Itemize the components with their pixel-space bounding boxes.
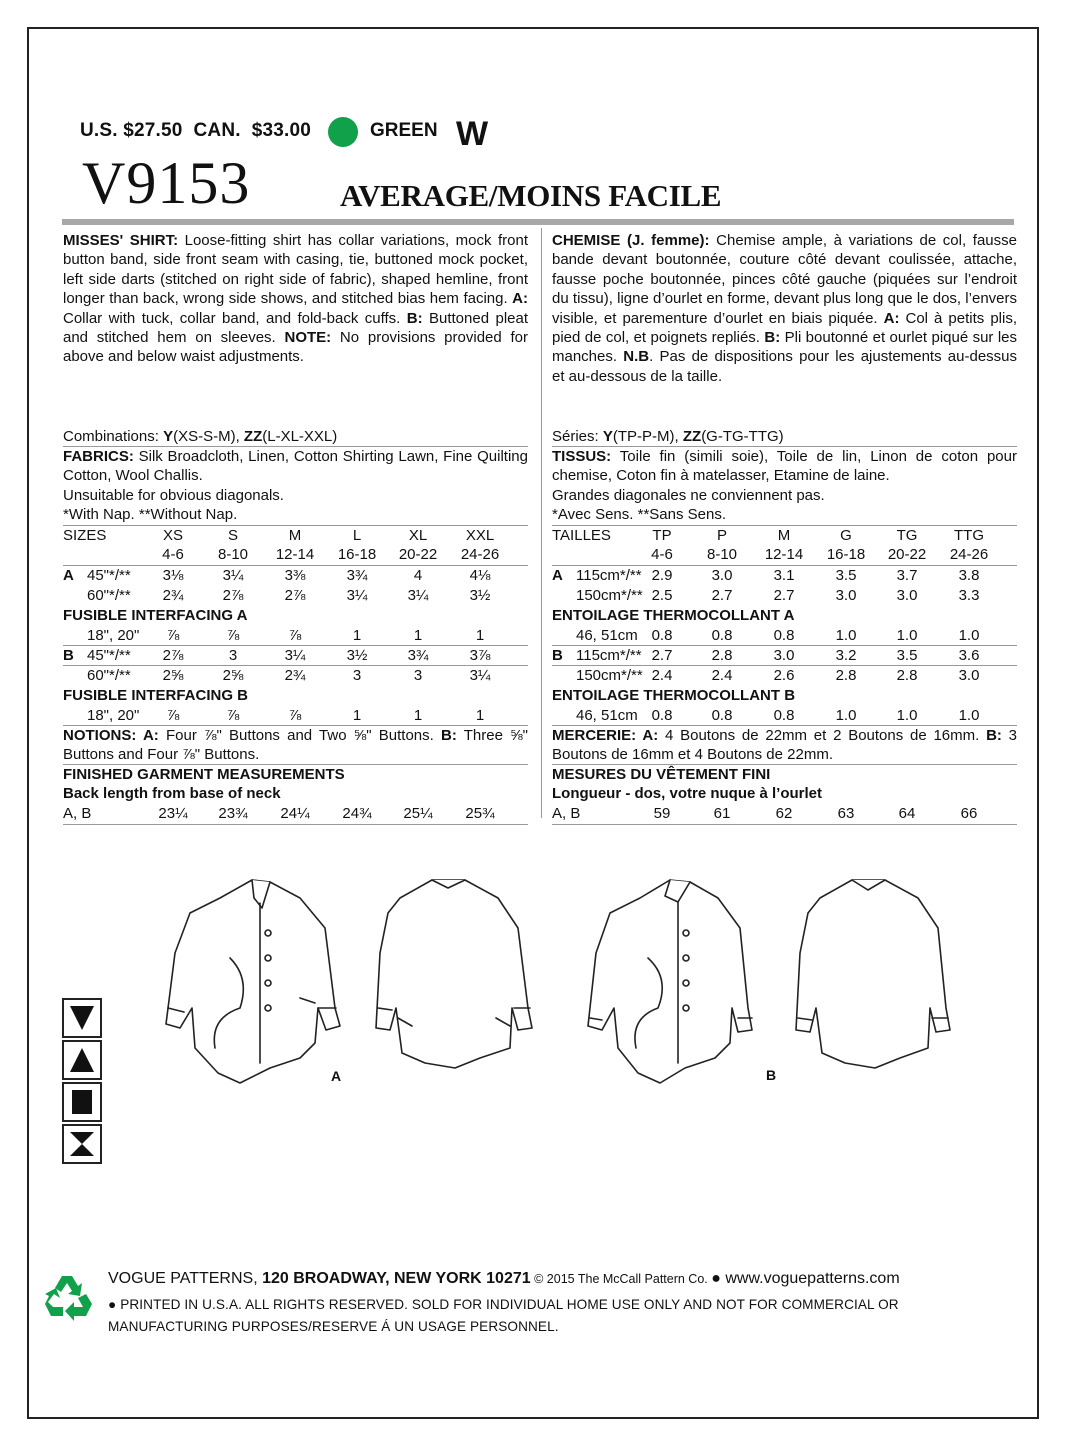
table-label: A bbox=[552, 566, 563, 584]
en-description: MISSES' SHIRT: Loose-fitting shirt has collar variations, mock front button band, side front seam with casing, tie, buttoned mock pocket, left side darts (stitched on right side of fabric), shaped hemline, front longer than back, wrong side shows, and stitched bias hem facing. A: Collar with tuck, collar band, and fold-back cuffs. B: Buttoned pleat and stitched hem on sleeves. NOTE: No provisions provided for above and below waist adjustments. bbox=[63, 232, 529, 366]
table-cell: 12-14 bbox=[275, 545, 315, 563]
table-cell: 2.7 bbox=[651, 646, 673, 664]
table-cell: 3.0 bbox=[835, 586, 857, 604]
front-view-a bbox=[166, 880, 340, 1083]
table-label: FUSIBLE INTERFACING B bbox=[63, 686, 249, 704]
table-label: A, B bbox=[63, 805, 92, 823]
table-rule bbox=[552, 824, 1017, 825]
table-cell: ⅞ bbox=[166, 626, 180, 644]
table-label: SIZES bbox=[63, 526, 107, 544]
table-cell: 0.8 bbox=[651, 706, 673, 724]
table-cell: ⅞ bbox=[226, 706, 240, 724]
table-cell: 25¾ bbox=[465, 805, 495, 823]
table-cell: 3¼ bbox=[407, 586, 429, 604]
table-cell: 2.4 bbox=[651, 666, 673, 684]
table-cell: 63 bbox=[837, 805, 855, 823]
table-cell: 1.0 bbox=[896, 626, 918, 644]
table-label: ENTOILAGE THERMOCOLLANT B bbox=[552, 686, 796, 704]
table-cell: TG bbox=[896, 526, 918, 544]
w-code: W bbox=[456, 115, 489, 153]
table-cell: 3.1 bbox=[773, 566, 795, 584]
difficulty: AVERAGE/MOINS FACILE bbox=[340, 178, 722, 213]
table-cell: 59 bbox=[653, 805, 671, 823]
table-cell: 2.8 bbox=[835, 666, 857, 684]
table-cell: 16-18 bbox=[337, 545, 377, 563]
table-cell: 64 bbox=[898, 805, 916, 823]
table-cell: 3 bbox=[352, 666, 362, 684]
table-cell: 16-18 bbox=[826, 545, 866, 563]
view-a-label: A bbox=[331, 1068, 342, 1084]
section-header-row bbox=[552, 606, 1017, 625]
table-cell: 4-6 bbox=[651, 545, 673, 563]
table-cell: 1 bbox=[352, 626, 362, 644]
table-label: A bbox=[63, 566, 74, 584]
table-cell: 2⅞ bbox=[222, 586, 244, 604]
yardage-row bbox=[63, 586, 528, 605]
table-cell: 1.0 bbox=[958, 626, 980, 644]
table-cell: 3.0 bbox=[958, 666, 980, 684]
table-cell: 3⅜ bbox=[284, 566, 306, 584]
table-cell: 0.8 bbox=[773, 626, 795, 644]
table-cell: 23¼ bbox=[158, 805, 188, 823]
table-cell: TP bbox=[652, 526, 672, 544]
finished-header-row bbox=[552, 765, 1017, 784]
table-cell: 8-10 bbox=[706, 545, 738, 563]
table-cell: 0.8 bbox=[711, 706, 733, 724]
view-b-label: B bbox=[766, 1067, 777, 1083]
table-cell: 3¾ bbox=[407, 646, 429, 664]
table-cell: 24-26 bbox=[949, 545, 989, 563]
table-rule bbox=[63, 824, 528, 825]
table-label: ENTOILAGE THERMOCOLLANT A bbox=[552, 606, 795, 624]
sizes-header-row bbox=[552, 526, 1017, 545]
table-cell: 20-22 bbox=[398, 545, 438, 563]
table-label: 150cm*/** bbox=[576, 666, 643, 684]
color-dot bbox=[328, 117, 358, 147]
table-cell: 3¼ bbox=[469, 666, 491, 684]
table-label: 60"*/** bbox=[87, 666, 131, 684]
table-cell: 24¼ bbox=[280, 805, 310, 823]
table-cell: 24-26 bbox=[460, 545, 500, 563]
table-cell: 1.0 bbox=[835, 626, 857, 644]
table-cell: 4 bbox=[413, 566, 423, 584]
pattern-number: V9153 bbox=[82, 150, 251, 216]
table-cell: 66 bbox=[960, 805, 978, 823]
yardage-row bbox=[552, 586, 1017, 605]
table-cell: M bbox=[288, 526, 302, 544]
table-cell: 3.5 bbox=[835, 566, 857, 584]
table-cell: 3 bbox=[228, 646, 238, 664]
table-cell: 2¾ bbox=[162, 586, 184, 604]
symbol-down-triangle bbox=[62, 998, 102, 1038]
table-cell: 3.0 bbox=[711, 566, 733, 584]
table-label: B bbox=[552, 646, 563, 664]
table-cell: L bbox=[352, 526, 362, 544]
footer-rights: ● PRINTED IN U.S.A. ALL RIGHTS RESERVED. SOLD FOR INDIVIDUAL HOME USE ONLY AND NOT FOR COMMERCIAL OR MANUFACTURING PURPOSES/RESERVE Á UN USAGE PERSONNEL. bbox=[108, 1297, 899, 1334]
back-length-row bbox=[63, 784, 528, 803]
yardage-row bbox=[63, 646, 528, 665]
yardage-row bbox=[63, 566, 528, 585]
table-cell: 2.7 bbox=[711, 586, 733, 604]
table-cell: 1 bbox=[475, 626, 485, 644]
yardage-row bbox=[552, 646, 1017, 665]
price: U.S. $27.50 CAN. $33.00 bbox=[80, 120, 312, 141]
table-cell: 3.6 bbox=[958, 646, 980, 664]
recycle-icon bbox=[44, 1272, 96, 1322]
table-label: A, B bbox=[552, 805, 581, 823]
table-label: MESURES DU VÊTEMENT FINI bbox=[552, 766, 771, 784]
fabrics: TISSUS: Toile fin (simili soie), Toile de lin, Linon de coton pour chemise, Coton fin à matelasser, Etamine de laine. Grandes diagonales ne conviennent pas. *Avec Sens. **Sans Sens. bbox=[552, 448, 1017, 524]
table-label: 60"*/** bbox=[87, 586, 131, 604]
table-label: Back length from base of neck bbox=[63, 785, 281, 803]
table-cell: 62 bbox=[775, 805, 793, 823]
table-cell: 3.3 bbox=[958, 586, 980, 604]
table-cell: 2.6 bbox=[773, 666, 795, 684]
yardage-row bbox=[552, 566, 1017, 585]
table-cell: 0.8 bbox=[711, 626, 733, 644]
table-cell: 2.5 bbox=[651, 586, 673, 604]
combinations: Séries: Y(TP-P-M), ZZ(G-TG-TTG) bbox=[552, 428, 784, 445]
header-rule bbox=[62, 219, 1014, 225]
table-cell: 4-6 bbox=[162, 545, 184, 563]
combinations-row bbox=[63, 427, 528, 446]
combinations-row bbox=[552, 427, 1017, 446]
table-cell: 2.7 bbox=[773, 586, 795, 604]
table-label: 115cm*/** bbox=[576, 646, 642, 664]
table-label: TAILLES bbox=[552, 526, 611, 544]
yardage-row bbox=[63, 626, 528, 645]
yardage-row bbox=[552, 666, 1017, 685]
sizes-header-row bbox=[63, 526, 528, 545]
notions: NOTIONS: A: Four ⅞" Buttons and Two ⅝" Buttons. B: Three ⅝" Buttons and Four ⅞" Buttons. bbox=[63, 726, 528, 763]
table-label: B bbox=[63, 646, 74, 664]
table-cell: 1.0 bbox=[896, 706, 918, 724]
front-view-b bbox=[588, 880, 752, 1083]
table-label: 150cm*/** bbox=[576, 586, 643, 604]
garment-illustrations bbox=[140, 858, 1020, 1088]
table-label: 45"*/** bbox=[87, 646, 131, 664]
table-cell: 2⅝ bbox=[162, 666, 184, 684]
table-label: 46, 51cm bbox=[576, 706, 638, 724]
table-cell: 3½ bbox=[346, 646, 368, 664]
table-cell: 2.4 bbox=[711, 666, 733, 684]
table-cell: 2⅝ bbox=[222, 666, 244, 684]
table-cell: 1 bbox=[413, 706, 423, 724]
footer-company: VOGUE PATTERNS, 120 BROADWAY, NEW YORK 10271 © 2015 The McCall Pattern Co. ● www.voguepatterns.com bbox=[108, 1270, 900, 1287]
bullet-icon: ● bbox=[108, 1297, 117, 1312]
symbol-square bbox=[62, 1082, 102, 1122]
yardage-row bbox=[63, 666, 528, 685]
bullet-icon: ● bbox=[711, 1270, 721, 1287]
symbol-up-triangle bbox=[62, 1040, 102, 1080]
table-cell: XXL bbox=[465, 526, 495, 544]
color-label: GREEN bbox=[370, 120, 438, 141]
table-cell: ⅞ bbox=[288, 626, 302, 644]
table-cell: ⅞ bbox=[288, 706, 302, 724]
table-label: FINISHED GARMENT MEASUREMENTS bbox=[63, 766, 345, 784]
table-cell: S bbox=[227, 526, 238, 544]
symbol-hourglass bbox=[62, 1124, 102, 1164]
table-label: 46, 51cm bbox=[576, 626, 638, 644]
table-cell: 2.8 bbox=[896, 666, 918, 684]
back-view-a bbox=[376, 880, 532, 1068]
table-cell: 2¾ bbox=[284, 666, 306, 684]
yardage-row bbox=[552, 626, 1017, 645]
table-cell: 1.0 bbox=[958, 706, 980, 724]
table-cell: 1 bbox=[475, 706, 485, 724]
table-label: 18", 20" bbox=[87, 626, 140, 644]
table-cell: 3½ bbox=[469, 586, 491, 604]
table-cell: 3.7 bbox=[896, 566, 918, 584]
section-header-row bbox=[63, 606, 528, 625]
table-cell: 23¾ bbox=[218, 805, 248, 823]
table-cell: 3¼ bbox=[222, 566, 244, 584]
table-cell: 2⅞ bbox=[162, 646, 184, 664]
table-cell: 2.8 bbox=[711, 646, 733, 664]
table-cell: 3¼ bbox=[284, 646, 306, 664]
table-label: 18", 20" bbox=[87, 706, 140, 724]
table-label: 115cm*/** bbox=[576, 566, 642, 584]
table-cell: 12-14 bbox=[764, 545, 804, 563]
fr-description: CHEMISE (J. femme): Chemise ample, à variations de col, fausse bande devant boutonnée, couture côté devant coulissée, attache, fausse poche boutonnée, pinces côté gauche (piquées sur l’endroit du tissu), ligne d’ourlet en forme, devant plus long que le dos, l’envers visible, et parementure d’ourlet en biais piquée. A: Col à petits plis, pied de col, et poignets repliés. B: Pli boutonné et ourlet piqué sur les manches. N.B. Pas de dispositions pour les ajustements au-dessus et au-dessous de la taille. bbox=[552, 232, 1018, 385]
table-cell: 8-10 bbox=[217, 545, 249, 563]
table-cell: ⅞ bbox=[166, 706, 180, 724]
table-cell: P bbox=[716, 526, 727, 544]
table-cell: 3.0 bbox=[773, 646, 795, 664]
table-cell: 24¾ bbox=[342, 805, 372, 823]
fabrics: FABRICS: Silk Broadcloth, Linen, Cotton Shirting Lawn, Fine Quilting Cotton, Wool Challis. Unsuitable for obvious diagonals. *With Nap. **Without Nap. bbox=[63, 448, 528, 524]
table-label: Longueur - dos, votre nuque à l’ourlet bbox=[552, 785, 823, 803]
table-cell: 3.0 bbox=[896, 586, 918, 604]
finished-header-row bbox=[63, 765, 528, 784]
table-cell: 3.5 bbox=[896, 646, 918, 664]
table-cell: XS bbox=[162, 526, 183, 544]
column-separator bbox=[541, 228, 542, 818]
notions: MERCERIE: A: 4 Boutons de 22mm et 2 Boutons de 16mm. B: 3 Boutons de 16mm et 4 Boutons de 22mm. bbox=[552, 726, 1018, 763]
table-cell: 1.0 bbox=[835, 706, 857, 724]
table-cell: XL bbox=[408, 526, 428, 544]
table-cell: 2.9 bbox=[651, 566, 673, 584]
section-header-row bbox=[63, 686, 528, 705]
table-cell: 3.2 bbox=[835, 646, 857, 664]
table-cell: 4⅛ bbox=[469, 566, 491, 584]
table-cell: 3 bbox=[413, 666, 423, 684]
size-numbers-row bbox=[63, 545, 528, 564]
table-cell: 3⅞ bbox=[469, 646, 491, 664]
size-numbers-row bbox=[552, 545, 1017, 564]
table-label: FUSIBLE INTERFACING A bbox=[63, 606, 248, 624]
table-cell: 1 bbox=[352, 706, 362, 724]
table-cell: 3¼ bbox=[346, 586, 368, 604]
back-length-row bbox=[552, 784, 1017, 803]
table-cell: G bbox=[840, 526, 852, 544]
section-header-row bbox=[552, 686, 1017, 705]
table-cell: 25¼ bbox=[403, 805, 433, 823]
combinations: Combinations: Y(XS-S-M), ZZ(L-XL-XXL) bbox=[63, 428, 338, 445]
table-label: 45"*/** bbox=[87, 566, 131, 584]
table-cell: 0.8 bbox=[651, 626, 673, 644]
yardage-row bbox=[63, 706, 528, 725]
table-cell: 1 bbox=[413, 626, 423, 644]
table-cell: 3.8 bbox=[958, 566, 980, 584]
finished-values-row bbox=[63, 804, 528, 823]
table-cell: M bbox=[777, 526, 791, 544]
back-view-b bbox=[796, 880, 950, 1068]
table-cell: 20-22 bbox=[887, 545, 927, 563]
table-cell: 0.8 bbox=[773, 706, 795, 724]
yardage-row bbox=[552, 706, 1017, 725]
finished-values-row bbox=[552, 804, 1017, 823]
table-cell: 3¾ bbox=[346, 566, 368, 584]
table-cell: 3⅛ bbox=[162, 566, 184, 584]
table-cell: ⅞ bbox=[226, 626, 240, 644]
table-cell: 2⅞ bbox=[284, 586, 306, 604]
table-cell: TTG bbox=[954, 526, 984, 544]
table-cell: 61 bbox=[713, 805, 731, 823]
